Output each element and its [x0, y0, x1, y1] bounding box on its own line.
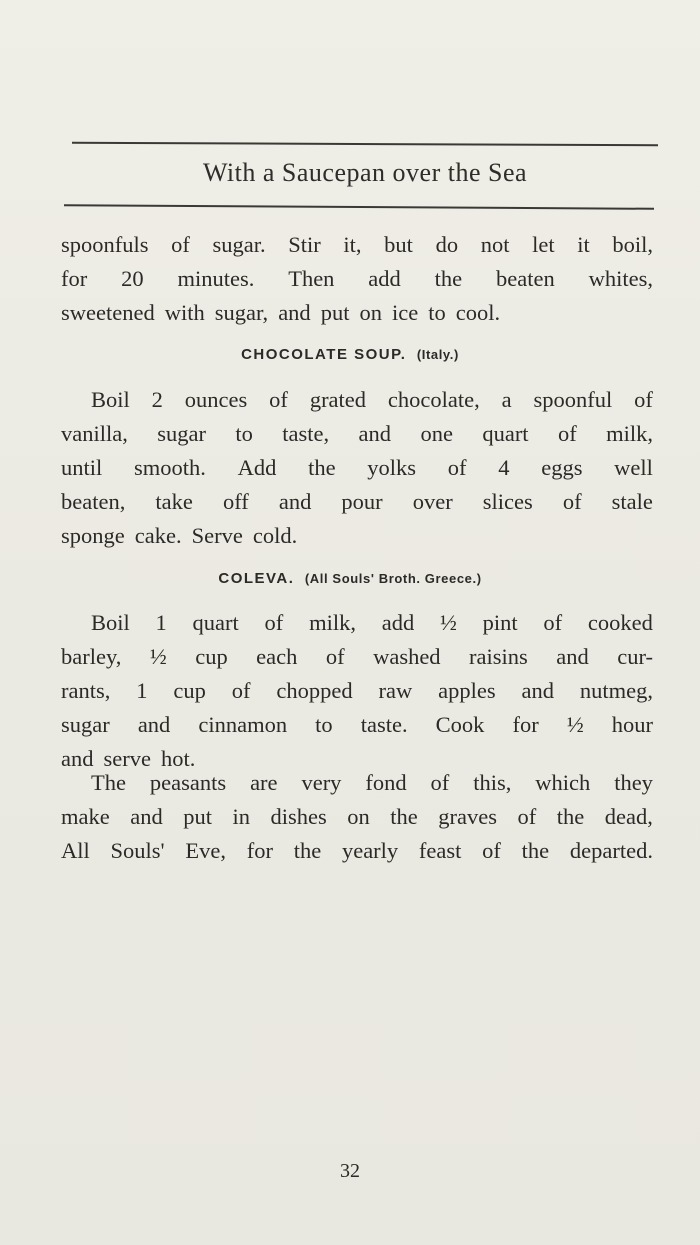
word: are	[250, 770, 278, 795]
word: one	[420, 421, 453, 446]
word: raisins	[469, 644, 528, 669]
word: nutmeg,	[579, 678, 653, 703]
word: put	[320, 300, 350, 325]
word: graves	[438, 804, 497, 829]
word: washed	[373, 644, 441, 669]
word: hot.	[160, 746, 196, 771]
word: of	[447, 455, 467, 480]
word: the	[556, 804, 585, 829]
word: peasants	[149, 770, 227, 795]
word: minutes.	[177, 266, 255, 291]
word: ½	[439, 610, 457, 635]
continuation-paragraph	[61, 228, 653, 330]
word: in	[232, 804, 251, 829]
word: taste,	[282, 421, 330, 446]
word: 2	[151, 387, 163, 412]
word: to	[315, 712, 333, 737]
word: and	[137, 712, 171, 737]
word: of	[264, 610, 284, 635]
text-line	[61, 451, 653, 485]
word: the	[308, 455, 336, 480]
recipe-body-chocolate-soup	[61, 383, 653, 553]
word: of	[325, 644, 345, 669]
word: slices	[482, 489, 533, 514]
header-rule-top	[72, 142, 658, 147]
text-line	[61, 800, 653, 834]
word: and	[358, 421, 392, 446]
word: of	[269, 387, 288, 412]
word: it,	[343, 232, 362, 257]
word: departed.	[569, 838, 653, 863]
text-line	[61, 383, 653, 417]
word: yolks	[367, 455, 417, 480]
word: and	[556, 644, 589, 669]
word: put	[183, 804, 212, 829]
word: sponge	[61, 523, 125, 548]
word: raw	[378, 678, 413, 703]
word: fond	[365, 770, 407, 795]
word: with	[164, 300, 205, 325]
word: ½	[149, 644, 167, 669]
word: and	[61, 746, 94, 771]
word: 4	[498, 455, 510, 480]
word: cur-	[617, 644, 653, 669]
word: they	[614, 770, 653, 795]
word: it	[577, 232, 590, 257]
word: spoonfuls	[61, 232, 149, 257]
text-line	[61, 766, 653, 800]
word: Stir	[288, 232, 321, 257]
word: which	[535, 770, 591, 795]
recipe-title: CHOCOLATE SOUP.	[241, 346, 407, 363]
word: make	[61, 804, 110, 829]
recipe-heading-chocolate-soup	[0, 346, 700, 364]
word: dead,	[604, 804, 653, 829]
word: do	[435, 232, 459, 257]
word: spoonful	[533, 387, 613, 412]
text-line	[61, 674, 653, 708]
word: All	[61, 838, 90, 863]
text-line	[61, 606, 653, 640]
word: off	[222, 489, 249, 514]
word: cool.	[455, 300, 501, 325]
word: very	[301, 770, 342, 795]
word: yearly	[341, 838, 399, 863]
word: and	[278, 489, 312, 514]
word: milk,	[606, 421, 653, 446]
word: cold.	[252, 523, 298, 548]
word: cup	[173, 678, 206, 703]
word: 1	[155, 610, 167, 635]
word: quart	[482, 421, 529, 446]
word: boil,	[612, 232, 653, 257]
word: the	[293, 838, 322, 863]
word: taste.	[360, 712, 408, 737]
word: of	[543, 610, 563, 635]
word: the	[390, 804, 418, 829]
recipe-title: COLEVA.	[218, 570, 295, 587]
word: but	[384, 232, 413, 257]
word: eggs	[541, 455, 583, 480]
text-line	[61, 640, 653, 674]
word: vanilla,	[61, 421, 128, 446]
word: ½	[566, 712, 584, 737]
word: of	[562, 489, 582, 514]
word: beaten,	[61, 489, 126, 514]
word: of	[517, 804, 537, 829]
word: 1	[136, 678, 148, 703]
word: and	[278, 300, 311, 325]
recipe-note-coleva	[61, 766, 653, 868]
text-line	[61, 296, 653, 330]
word: sugar	[157, 421, 206, 446]
word: stale	[611, 489, 653, 514]
recipe-body-coleva	[61, 606, 653, 776]
word: pint	[482, 610, 518, 635]
word: apples	[438, 678, 496, 703]
word: Eve,	[185, 838, 226, 863]
word: until	[61, 455, 103, 480]
word: dishes	[270, 804, 327, 829]
word: on	[359, 300, 382, 325]
word: sugar,	[214, 300, 269, 325]
word: chopped	[276, 678, 353, 703]
word: for	[512, 712, 539, 737]
word: ounces	[184, 387, 248, 412]
word: Cook	[435, 712, 485, 737]
word: of	[430, 770, 450, 795]
word: take	[155, 489, 193, 514]
word: quart	[192, 610, 239, 635]
word: sugar	[61, 712, 110, 737]
word: the	[521, 838, 550, 863]
word: let	[532, 232, 555, 257]
word: for	[61, 266, 88, 291]
word: to	[428, 300, 446, 325]
word: sugar.	[212, 232, 266, 257]
recipe-heading-coleva	[0, 570, 700, 588]
word: over	[412, 489, 453, 514]
word: The	[91, 770, 126, 795]
text-line	[61, 834, 653, 868]
text-line	[61, 417, 653, 451]
word: sweetened	[61, 300, 155, 325]
word: Boil	[91, 610, 130, 635]
word: of	[482, 838, 501, 863]
word: each	[256, 644, 298, 669]
recipe-subtitle: (Italy.)	[416, 347, 459, 362]
word: serve	[103, 746, 151, 771]
word: chocolate,	[387, 387, 480, 412]
word: a	[501, 387, 512, 412]
word: cinnamon	[198, 712, 288, 737]
word: on	[347, 804, 370, 829]
word: beaten	[496, 266, 555, 291]
recipe-subtitle: (All Souls' Broth. Greece.)	[304, 571, 482, 586]
word: Add	[237, 455, 277, 480]
word: cake.	[134, 523, 182, 548]
text-line	[61, 708, 653, 742]
word: ice	[391, 300, 419, 325]
word: and	[521, 678, 554, 703]
word: rants,	[61, 678, 111, 703]
word: grated	[309, 387, 367, 412]
word: cooked	[587, 610, 653, 635]
word: pour	[341, 489, 383, 514]
word: the	[434, 266, 463, 291]
word: and	[130, 804, 163, 829]
word: feast	[418, 838, 462, 863]
page-number: 32	[340, 1160, 360, 1182]
word: whites,	[588, 266, 653, 291]
word: Serve	[191, 523, 243, 548]
text-line	[61, 485, 653, 519]
word: cup	[195, 644, 228, 669]
word: of	[171, 232, 190, 257]
word: barley,	[61, 644, 122, 669]
word: add	[381, 610, 415, 635]
word: of	[557, 421, 577, 446]
word: well	[614, 455, 653, 480]
word: Then	[288, 266, 335, 291]
running-title: With a Saucepan over the Sea	[202, 158, 528, 187]
word: milk,	[309, 610, 356, 635]
header-rule-bottom	[64, 204, 654, 210]
text-line	[61, 262, 653, 296]
word: Boil	[91, 387, 130, 412]
word: Souls'	[110, 838, 165, 863]
word: not	[480, 232, 510, 257]
word: 20	[121, 266, 144, 291]
text-line	[61, 228, 653, 262]
word: of	[634, 387, 653, 412]
word: add	[368, 266, 401, 291]
word: to	[235, 421, 253, 446]
word: of	[231, 678, 251, 703]
word: this,	[473, 770, 512, 795]
word: for	[246, 838, 273, 863]
word: smooth.	[133, 455, 206, 480]
text-line	[61, 519, 653, 553]
word: hour	[611, 712, 653, 737]
